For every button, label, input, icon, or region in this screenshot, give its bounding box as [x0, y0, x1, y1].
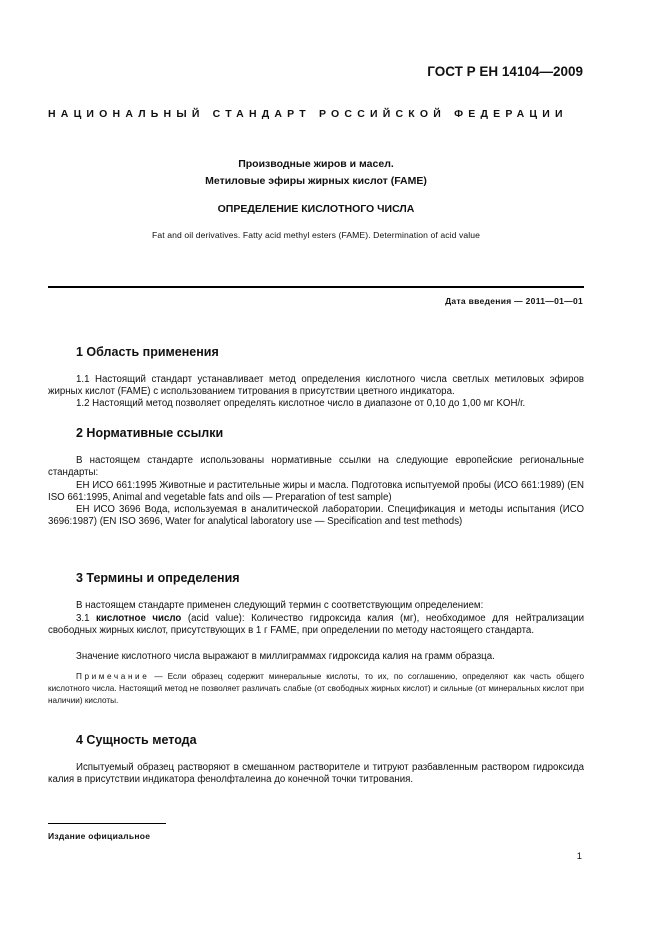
- note: [48, 671, 584, 706]
- section-4-text: Испытуемый образец растворяют в смешанном растворителе и титруют разбавленным раствором гидроксида калия в присутствии индикатора фенолфталеина до конечной точки титрования.: [48, 762, 584, 785]
- section-2-intro-text: В настоящем стандарте использованы нормативные ссылки на следующие европейские региональные стандарты:: [48, 455, 584, 478]
- introduction-date: Дата введения — 2011—01—01: [445, 296, 583, 306]
- title-line-2: Метиловые эфиры жирных кислот (FAME): [205, 175, 427, 187]
- national-standard-banner: НАЦИОНАЛЬНЫЙ СТАНДАРТ РОССИЙСКОЙ ФЕДЕРАЦИИ: [48, 108, 568, 120]
- acid-value-units-text: Значение кислотного числа выражают в миллиграммах гидроксида калия на грамм образца.: [76, 651, 495, 662]
- document-code: ГОСТ Р ЕН 14104—2009: [427, 64, 583, 79]
- title-main: ОПРЕДЕЛЕНИЕ КИСЛОТНОГО ЧИСЛА: [217, 203, 415, 215]
- section-1-heading: 1 Область применения: [76, 345, 219, 359]
- section-1-1-text: 1.1 Настоящий стандарт устанавливает метод определения кислотного числа светлых метиловых эфиров жирных кислот (FAME) с использованием титрования в присутствии цветного индикатора.: [48, 374, 584, 397]
- term-name: кислотное число: [96, 613, 182, 624]
- header-divider: [48, 286, 584, 288]
- section-3-heading: 3 Термины и определения: [76, 571, 240, 585]
- edition-label: Издание официальное: [48, 831, 151, 841]
- reference-iso-3696: ЕН ИСО 3696 Вода, используемая в аналитической лаборатории. Спецификация и методы испытания (ИСО 3696:1987) (EN ISO 3696, Water for analytical laboratory use — Specification and test methods): [48, 504, 584, 527]
- reference-iso-661: ЕН ИСО 661:1995 Животные и растительные жиры и масла. Подготовка испытуемой пробы (ИСО 661:1989) (EN ISO 661:1995, Animal and vegetable fats and oils — Preparation of test sample): [48, 480, 584, 503]
- section-3-intro-text: В настоящем стандарте применен следующий термин с соответствующим определением:: [76, 600, 484, 611]
- section-2-heading: 2 Нормативные ссылки: [76, 426, 224, 440]
- term-definition-text: (acid value): Количество гидроксида калия (мг), необходимое для нейтрализации свободных жирных кислот, присутствующих в 1 г FAME, при определении по методу настоящего стандарта.: [48, 613, 584, 636]
- note-text: — Если образец содержит минеральные кислоты, то их, по соглашению, определяют как часть общего кислотного числа. Настоящий метод не позволяет различать слабые (от свободных жирных кислот) и сильные (от минеральных кислот при наличии) кислоты.: [48, 672, 584, 705]
- term-definition: [48, 613, 584, 636]
- section-1-2-text: 1.2 Настоящий метод позволяет определять кислотное число в диапазоне от 0,10 до 1,00 мг KOH/г.: [76, 398, 526, 409]
- term-number: 3.1: [76, 613, 97, 624]
- english-title: Fat and oil derivatives. Fatty acid methyl esters (FAME). Determination of acid value: [151, 230, 481, 240]
- section-4-heading: 4 Сущность метода: [76, 733, 197, 747]
- footer-divider: [48, 823, 166, 824]
- page-number: 1: [576, 851, 582, 862]
- title-line-1: Производные жиров и масел.: [238, 158, 394, 170]
- note-label: Примечание: [76, 672, 150, 681]
